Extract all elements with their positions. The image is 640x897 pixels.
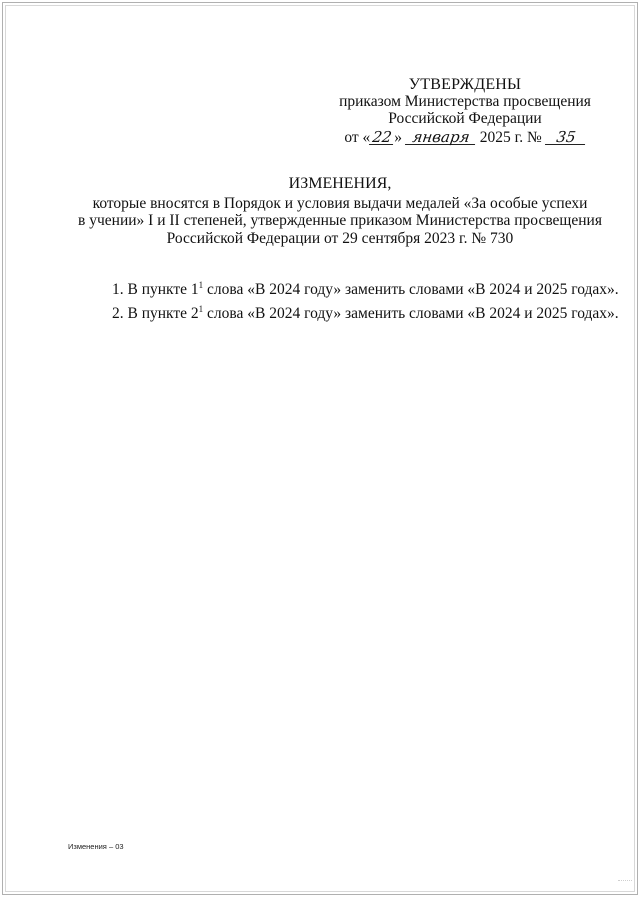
heading-title: ИЗМЕНЕНИЯ, [288,175,392,192]
item-superscript: 1 [198,280,204,290]
heading-line-3: Российской Федерации от 29 сентября 2023 г. № 730 [166,229,514,247]
approval-line-federation: Российской Федерации [388,110,542,127]
document-heading [60,175,620,247]
date-prefix: от « [344,129,371,146]
amendment-item-1 [112,279,619,301]
date-mid: » [394,129,403,146]
item-lead: 2. В пункте 2 [112,305,199,322]
footer-label: Изменения – 03 [68,842,124,851]
heading-line-2: в учении» I и II степеней, утвержденные приказом Министерства просвещения [78,212,602,229]
amendment-list [112,279,619,327]
approval-date-line [330,129,600,146]
item-text: слова «В 2024 году» заменить словами «В 2024 и 2025 годах». [203,281,619,298]
scan-corner-mark [618,880,632,887]
handwritten-day: 22 [369,130,395,145]
item-text: слова «В 2024 году» заменить словами «В 2024 и 2025 годах». [203,305,619,322]
approval-line-ministry: приказом Министерства просвещения [339,93,591,110]
approval-block [330,76,600,146]
year-text: 2025 г. № [479,129,542,146]
item-superscript: 1 [198,304,204,314]
heading-line-1: которые вносятся в Порядок и условия выдачи медалей «За особые успехи [92,194,588,212]
item-lead: 1. В пункте 1 [112,281,199,298]
handwritten-month: января [405,130,477,145]
amendment-item-2 [112,303,619,325]
handwritten-order-number: 35 [545,130,587,145]
approval-title: УТВЕРЖДЕНЫ [408,76,522,93]
